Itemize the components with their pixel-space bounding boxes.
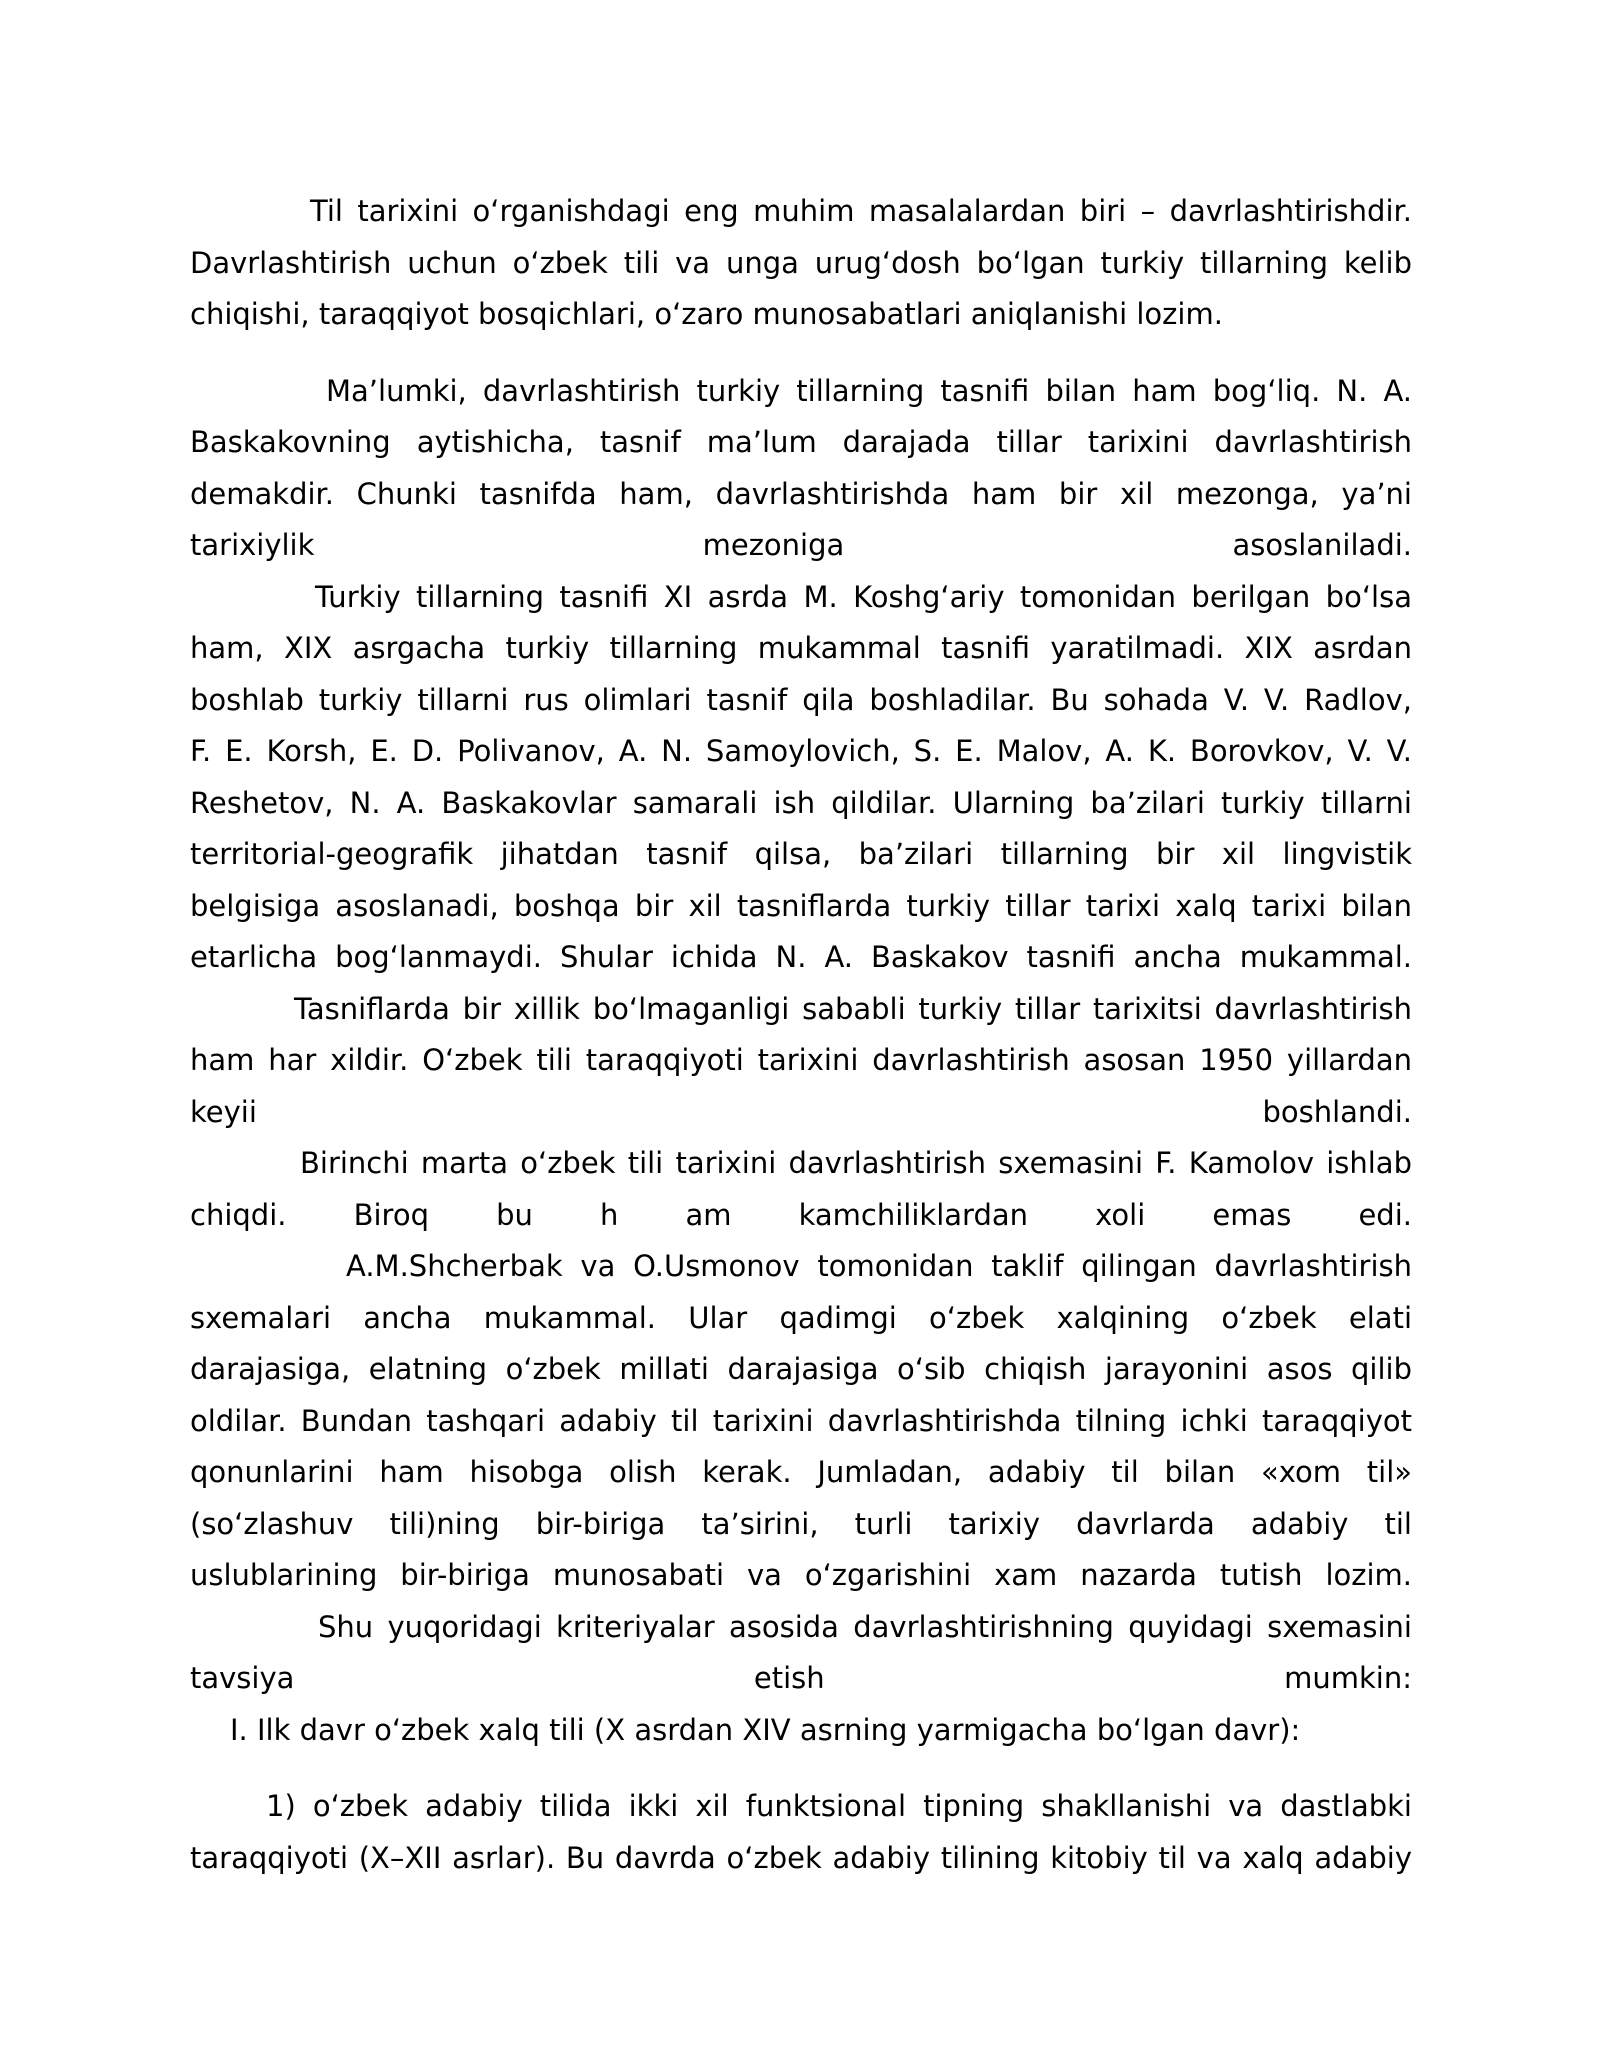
document-body [190,186,1412,1884]
text-line: qonunlarini ham hisobga olish kerak. Jumladan, adabiy til bilan «xom til» [190,1455,1412,1489]
paragraph-1 [190,186,1412,341]
text-line: Shu yuqoridagi kriteriyalar asosida davrlashtirishning quyidagi sxemasini [318,1609,1412,1644]
paragraph-9 [190,1781,1412,1884]
text-line: sxemalari ancha mukammal. Ular qadimgi o‘zbek xalqining o‘zbek elati [190,1300,1412,1335]
text-line: ham har xildir. O‘zbek tili taraqqiyoti tarixini davrlashtirish asosan 1950 yillardan [190,1043,1412,1077]
text-line: Tasniflarda bir xillik bo‘lmaganligi sababli turkiy tillar tarixitsi davrlashtirish [294,991,1412,1026]
text-line: chiqdi. Biroq bu h am kamchiliklardan xoli emas edi. [190,1197,1412,1232]
text-line: (so‘zlashuv tili)ning bir-biriga ta’sirini, turli tarixiy davrlarda adabiy til [190,1506,1412,1541]
paragraph-6 [190,1241,1412,1602]
text-line: territorial-geografik jihatdan tasnif qilsa, ba’zilari tillarning bir xil lingvistik [190,837,1412,871]
paragraph-7 [190,1602,1412,1705]
text-line: 1) o‘zbek adabiy tilida ikki xil funktsional tipning shakllanishi va dastlabki [266,1789,1412,1823]
text-line: boshlab turkiy tillarni rus olimlari tasnif qila boshladilar. Bu sohada V. V. Radlov, [190,682,1412,717]
text-line: tavsiya etish mumkin: [190,1661,1412,1695]
text-line: A.M.Shcherbak va O.Usmonov tomonidan taklif qilingan davrlashtirish [346,1249,1412,1283]
text-line: Davrlashtirish uchun o‘zbek tili va unga urug‘dosh bo‘lgan turkiy tillarning kelib [190,245,1412,280]
text-line: Reshetov, N. A. Baskakovlar samarali ish qildilar. Ularning ba’zilari turkiy tillarni [190,785,1412,820]
paragraph-8 [190,1705,1412,1757]
text-line: tarixiylik mezoniga asoslaniladi. [190,528,1412,562]
paragraph-3 [190,572,1412,984]
text-line: I. Ilk davr o‘zbek xalq tili (X asrdan XIV asrning yarmigacha bo‘lgan davr): [230,1712,1301,1747]
paragraph-5 [190,1138,1412,1241]
text-line: etarlicha bog‘lanmaydi. Shular ichida N. A. Baskakov tasnifi ancha mukammal. [190,940,1412,974]
paragraph-4 [190,984,1412,1139]
text-line: chiqishi, taraqqiyot bosqichlari, o‘zaro munosabatlari aniqlanishi lozim. [190,297,1223,331]
text-line: ham, XIX asrgacha turkiy tillarning mukammal tasnifi yaratilmadi. XIX asrdan [190,631,1412,665]
text-line: Ma’lumki, davrlashtirish turkiy tillarning tasnifi bilan ham bog‘liq. N. A. [326,373,1412,408]
text-line: darajasiga, elatning o‘zbek millati darajasiga o‘sib chiqish jarayonini asos qilib [190,1352,1412,1386]
text-line: belgisiga asoslanadi, boshqa bir xil tasniflarda turkiy tillar tarixi xalq tarixi bilan [190,888,1412,923]
text-line: Turkiy tillarning tasnifi XI asrda M. Koshg‘ariy tomonidan berilgan bo‘lsa [315,579,1412,614]
text-line: keyii boshlandi. [190,1094,1412,1129]
text-line: demakdir. Chunki tasnifda ham, davrlashtirishda ham bir xil mezonga, ya’ni [190,476,1412,511]
text-line: F. E. Korsh, E. D. Polivanov, A. N. Samoylovich, S. E. Malov, A. K. Borovkov, V. V. [190,734,1412,768]
text-line: uslublarining bir-biriga munosabati va o‘zgarishini xam nazarda tutish lozim. [190,1558,1412,1592]
paragraph-2 [190,366,1412,572]
text-line: Birinchi marta o‘zbek tili tarixini davrlashtirish sxemasini F. Kamolov ishlab [300,1146,1412,1180]
text-line: oldilar. Bundan tashqari adabiy til tarixini davrlashtirishda tilning ichki taraqqiyot [190,1403,1412,1438]
text-line: Til tarixini o‘rganishdagi eng muhim masalalardan biri – davrlashtirishdir. [310,194,1412,228]
text-line: Baskakovning aytishicha, tasnif ma’lum darajada tillar tarixini davrlashtirish [190,425,1412,459]
text-line: taraqqiyoti (X–XII asrlar). Bu davrda o‘zbek adabiy tilining kitobiy til va xalq adabiy [190,1840,1412,1875]
